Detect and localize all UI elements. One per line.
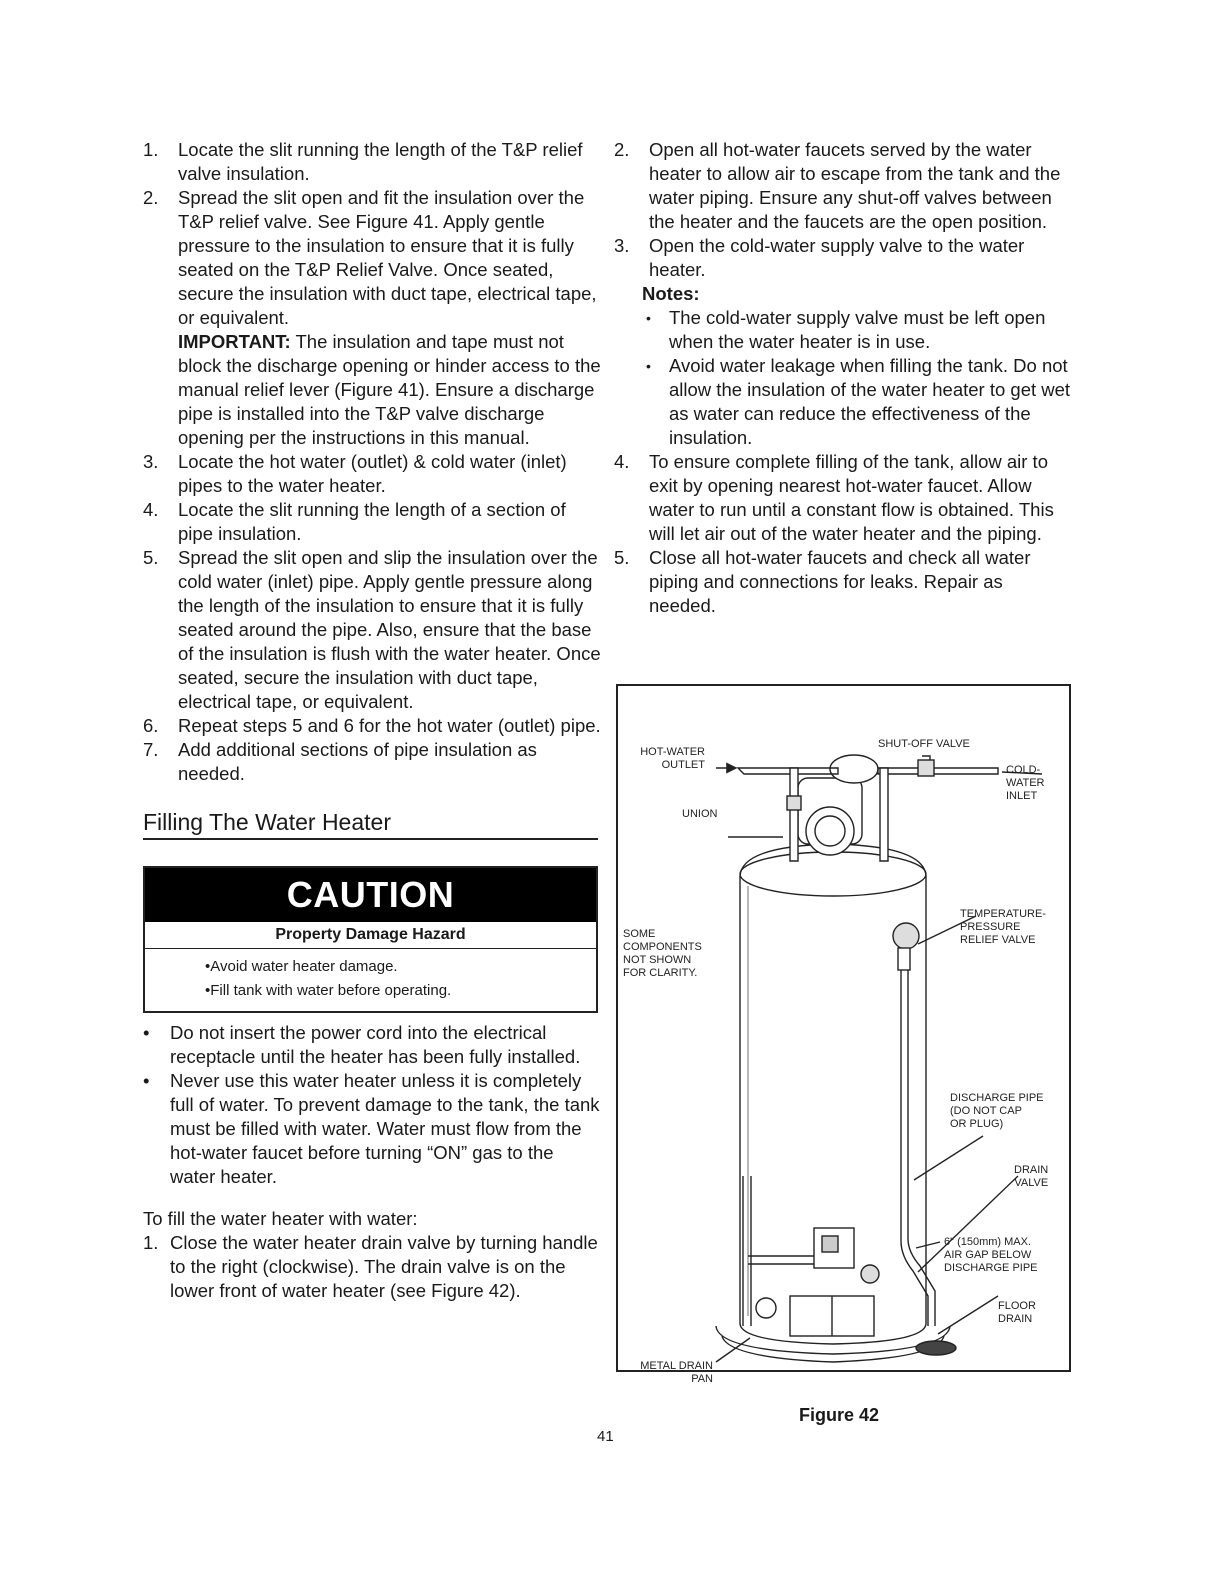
list-item: • The cold-water supply valve must be left open when the water heater is in use. xyxy=(614,306,1074,354)
page-number: 41 xyxy=(597,1428,614,1445)
list-item: • Fill tank with water before operating. xyxy=(205,979,596,1003)
label-cold-water-inlet: COLD- WATER INLET xyxy=(1006,764,1045,802)
notes-title: Notes: xyxy=(642,283,700,304)
label-hot-water-outlet: HOT-WATER OUTLET xyxy=(640,746,705,771)
list-item: 4. To ensure complete filling of the tank, allow air to exit by opening nearest hot-water faucet. Allow water to run until a constant flow is obtained. This will let air out of the water heater and the piping. xyxy=(614,451,1054,544)
important-note: IMPORTANT: The insulation and tape must not block the discharge opening or hinder access to the manual relief lever (Figure 41). Ensure a discharge pipe is installed into the T&P valve discharge opening per the instructions in this manual. xyxy=(178,331,601,448)
list-item: 2. Open all hot-water faucets served by the water heater to allow air to escape from the tank and the water piping. Ensure any shut-off valves between the heater and the faucets are the open position. xyxy=(614,139,1061,232)
label-union: UNION xyxy=(682,808,718,820)
blower-top xyxy=(830,755,878,783)
gas-knob xyxy=(822,1236,838,1252)
list-item: • Avoid water leakage when filling the tank. Do not allow the insulation of the water heater to get wet as water can reduce the effectiveness of the insulation. xyxy=(614,354,1074,450)
caution-list xyxy=(145,949,596,1011)
label-metal-drain-pan: METAL DRAIN PAN xyxy=(640,1360,713,1385)
floor-drain xyxy=(916,1341,956,1355)
floor-drain-leader xyxy=(938,1296,998,1334)
list-item: 7. Add additional sections of pipe insulation as needed. xyxy=(143,739,537,784)
list-item: 2. Spread the slit open and fit the insulation over the T&P relief valve. See Figure 41. Apply gentle pressure to the insulation to ensure that it is fully seated on the T&P Relief Valve. Once seated, secure the insulation with duct tape, electrical tape, or equivalent. IMPORTANT: The insulation and tape must not block the discharge opening or hinder access to the manual relief lever (Figure 41). Ensure a discharge pipe is installed into the T&P valve discharge opening per the instructions in this manual. xyxy=(143,187,601,448)
list-item: 3. Open the cold-water supply valve to the water heater. xyxy=(614,235,1025,280)
label-tp-relief-valve: TEMPERATURE- PRESSURE RELIEF VALVE xyxy=(960,908,1046,946)
list-item: 1. Locate the slit running the length of the T&P relief valve insulation. xyxy=(143,139,583,184)
label-floor-drain: FLOOR DRAIN xyxy=(998,1300,1036,1325)
caution-subtitle: Property Damage Hazard xyxy=(145,922,596,949)
label-drain-valve: DRAIN VALVE xyxy=(1014,1164,1049,1189)
list-item: 3. Locate the hot water (outlet) & cold water (inlet) pipes to the water heater. xyxy=(143,451,567,496)
label-some-components: SOME COMPONENTS NOT SHOWN FOR CLARITY. xyxy=(623,928,702,979)
hot-riser xyxy=(790,768,798,861)
cold-riser xyxy=(880,768,888,861)
list-item: • Avoid water heater damage. xyxy=(205,955,596,979)
label-shutoff-valve: SHUT-OFF VALVE xyxy=(878,738,970,750)
section-title: Filling The Water Heater xyxy=(143,808,598,840)
list-item: 5. Close all hot-water faucets and check all water piping and connections for leaks. Repair as needed. xyxy=(614,547,1031,616)
cold-inlet-pipe xyxy=(878,768,998,774)
warning-bullets xyxy=(143,1021,601,1189)
label-air-gap: 6" (150mm) MAX. AIR GAP BELOW DISCHARGE PIPE xyxy=(944,1236,1038,1274)
shutoff-valve xyxy=(918,760,934,776)
list-item: • Never use this water heater unless it is completely full of water. To prevent damage to the tank, the tank must be filled with water. Water must flow from the hot-water faucet before turning “ON” gas to the water heater. xyxy=(143,1069,601,1189)
hot-outlet-pipe xyxy=(738,768,838,774)
left-column xyxy=(143,138,601,1303)
tp-valve xyxy=(893,923,919,949)
fill-steps xyxy=(143,1231,601,1303)
fill-steps-final xyxy=(614,450,1074,618)
list-item: 1. Close the water heater drain valve by turning handle to the right (clockwise). The drain valve is on the lower front of water heater (see Figure 42). xyxy=(143,1232,598,1301)
insulation-steps xyxy=(143,138,601,786)
label-discharge-pipe: DISCHARGE PIPE (DO NOT CAP OR PLUG) xyxy=(950,1092,1044,1130)
list-item: • Do not insert the power cord into the electrical receptacle until the heater has been fully installed. xyxy=(143,1021,601,1069)
fill-steps-continued xyxy=(614,138,1074,282)
list-item: 4. Locate the slit running the length of a section of pipe insulation. xyxy=(143,499,566,544)
list-item: 6. Repeat steps 5 and 6 for the hot water (outlet) pipe. xyxy=(143,715,601,736)
drain-valve xyxy=(861,1265,879,1283)
vent-connector xyxy=(806,807,854,855)
notes-list xyxy=(614,306,1074,450)
list-item: 5. Spread the slit open and slip the insulation over the cold water (inlet) pipe. Apply gentle pressure along the length of the insulation to ensure that it is fully seated around the pipe. Also, ensure that the base of the insulation is flush with the water heater. Once seated, secure the insulation with duct tape, electrical tape, or equivalent. xyxy=(143,547,601,712)
fill-intro: To fill the water heater with water: xyxy=(143,1208,418,1229)
figure-caption: Figure 42 xyxy=(799,1405,880,1425)
right-column xyxy=(614,138,1074,618)
union-fitting xyxy=(787,796,801,810)
tank-body xyxy=(740,844,926,1344)
figure-42 xyxy=(616,684,1071,1385)
caution-box xyxy=(143,866,598,1013)
tp-valve-body xyxy=(898,948,910,970)
caution-title: CAUTION xyxy=(145,868,596,922)
